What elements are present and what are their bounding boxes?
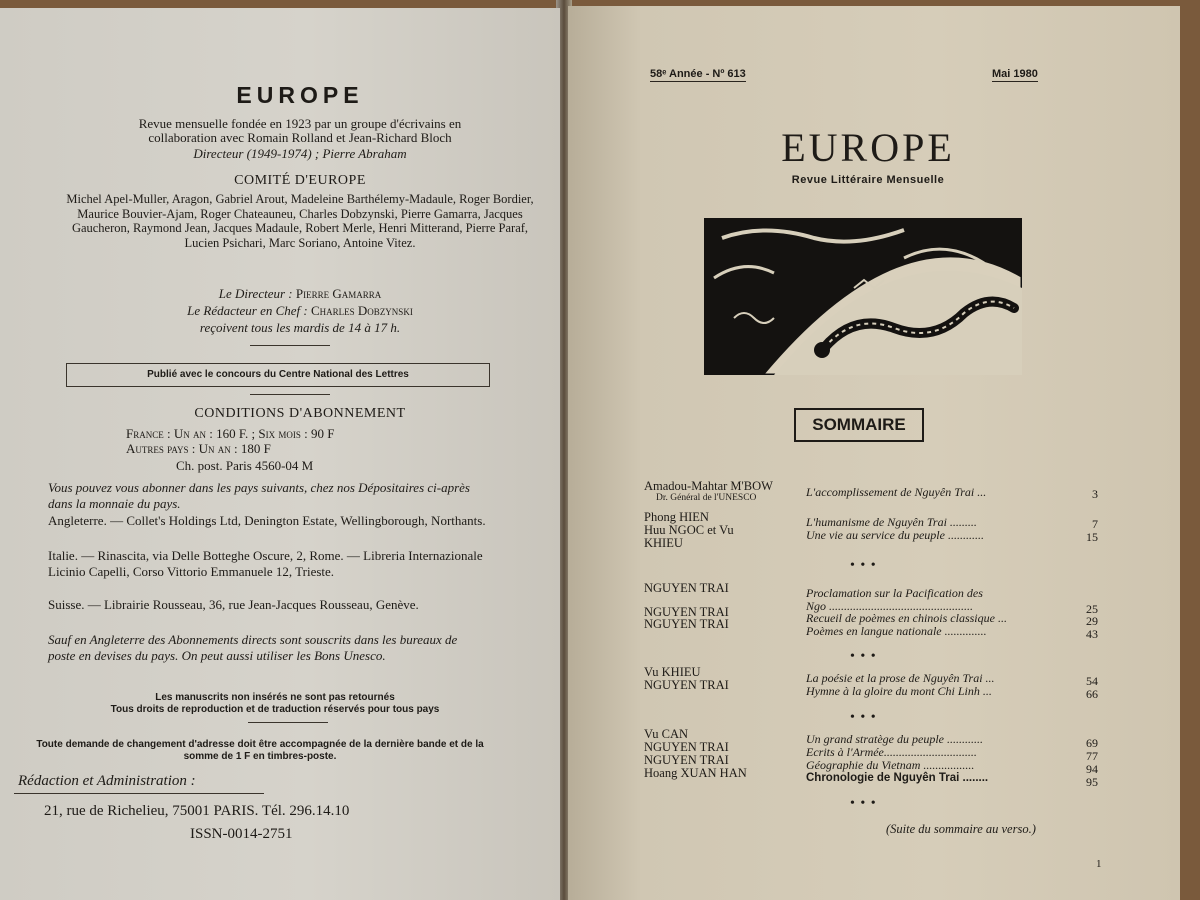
address: 21, rue de Richelieu, 75001 PARIS. Tél. 296.14.10 [44, 803, 350, 819]
left-magazine-title: EUROPE [236, 82, 364, 108]
toc-page: 3 [1092, 487, 1098, 501]
france-rate: France : Un an : 160 F. ; Six mois : 90 F [126, 426, 335, 441]
issue-date: Mai 1980 [992, 68, 1038, 80]
toc-author: NGUYEN TRAI [644, 753, 729, 767]
divider [250, 345, 330, 346]
toc-author: NGUYEN TRAI [644, 740, 729, 754]
continued-note: (Suite du sommaire au verso.) [886, 822, 1036, 836]
committee-members: Michel Apel-Muller, Aragon, Gabriel Arout, Madeleine Barthélemy-Madaule, Roger Bordier, Maurice Bouvier-Ajam, Roger Chateauneu, Charles Dobzynski, Pierre Gamarra, Jacques Gaucheron, Raymond Jean, Jacques Madaule, Robert Merle, Henri Mitterand, Pierre Paraf, Lucien Psichari, Marc Soriano, Antoine Vitez. [66, 192, 534, 250]
section-dots: • • • [850, 710, 877, 725]
reception-hours: reçoivent tous les mardis de 14 à 17 h. [199, 320, 401, 335]
magazine-subtitle: Revue Littéraire Mensuelle [791, 174, 945, 186]
sommaire-heading: SOMMAIRE [794, 408, 924, 442]
directeur-label: Le Directeur : [218, 286, 293, 301]
toc-author: NGUYEN TRAI [644, 605, 729, 619]
toc-title: Géographie du Vietnam ................. [806, 758, 975, 772]
directeur-name: Pierre Gamarra [295, 286, 382, 301]
changement-adresse: Toute demande de changement d'adresse doit être accompagnée de la dernière bande et de la somme de 1 F en timbres-poste. [36, 739, 484, 762]
toc-title: Hymne à la gloire du mont Chi Linh ... [806, 684, 992, 698]
toc-title: Recueil de poèmes en chinois classique ... [806, 611, 1007, 625]
divider [14, 793, 264, 794]
subscribe-intro: Vous pouvez vous abonner dans les pays suivants, chez nos Dépositaires ci-après dans la monnaie du pays. [48, 480, 470, 511]
depositary-suisse: Suisse. — Librairie Rousseau, 36, rue Jean-Jacques Rousseau, Genève. [48, 597, 419, 612]
depositary-angleterre: Angleterre. — Collet's Holdings Ltd, Denington Estate, Wellingborough, Northants. [48, 513, 486, 528]
toc-page: 77 [1086, 749, 1098, 763]
publie-notice-box: Publié avec le concours du Centre National des Lettres [66, 363, 490, 387]
divider [250, 394, 330, 395]
dragon-illustration [704, 218, 1022, 375]
toc-title: Un grand stratège du peuple ............ [806, 732, 983, 746]
toc-page: 7 [1092, 517, 1098, 531]
redaction-label: Rédaction et Administration : [18, 773, 196, 789]
magazine-title: EUROPE [781, 125, 955, 170]
manuscrits-line-1: Les manuscrits non insérés ne sont pas retournés [155, 692, 395, 703]
toc-page: 66 [1086, 687, 1098, 701]
page-number: 1 [1096, 858, 1102, 870]
sauf-notice: Sauf en Angleterre des Abonnements directs sont souscrits dans les bureaux de poste en devises du pays. On peut aussi utiliser les Bons Unesco. [48, 632, 458, 663]
section-dots: • • • [850, 649, 877, 664]
section-dots: • • • [850, 796, 877, 811]
toc-page: 15 [1086, 530, 1098, 544]
directeur-line [110, 286, 490, 302]
toc-author: NGUYEN TRAI [644, 617, 729, 631]
toc-title: Proclamation sur la Pacification des [806, 586, 983, 600]
toc-author: Amadou-Mahtar M'BOW [644, 479, 773, 493]
toc-title: Une vie au service du peuple ............ [806, 528, 984, 542]
redacteur-name: Charles Dobzynski [311, 303, 413, 318]
toc-page: 69 [1086, 736, 1098, 750]
toc-title: L'accomplissement de Nguyên Trai ... [806, 485, 987, 499]
redacteur-line [80, 303, 520, 319]
manuscrits-line-2: Tous droits de reproduction et de traduction réservés pour tous pays [110, 704, 440, 715]
toc-title: L'humanisme de Nguyên Trai ......... [806, 515, 977, 529]
committee-heading: COMITÉ D'EUROPE [234, 173, 366, 188]
toc-page: 29 [1086, 614, 1098, 628]
toc-author-affiliation: Dr. Général de l'UNESCO [656, 493, 757, 503]
toc-page: 54 [1086, 674, 1098, 688]
subscription-heading: CONDITIONS D'ABONNEMENT [194, 406, 406, 421]
toc-title: Ecrits à l'Armée............................... [806, 745, 977, 759]
toc-page: 95 [1086, 775, 1098, 789]
issn: ISSN-0014-2751 [190, 826, 293, 842]
toc-page: 94 [1086, 762, 1098, 776]
redacteur-label: Le Rédacteur en Chef : [187, 303, 308, 318]
right-page [568, 6, 1180, 900]
postal-account: Ch. post. Paris 4560-04 M [176, 458, 314, 473]
toc-title: Chronologie de Nguyên Trai ........ [806, 772, 989, 784]
toc-author: Vu KHIEU [644, 665, 701, 679]
section-dots: • • • [850, 558, 877, 573]
director-history: Directeur (1949-1974) ; Pierre Abraham [193, 146, 407, 161]
toc-author: NGUYEN TRAI [644, 678, 729, 692]
toc-title: Poèmes en langue nationale .............. [806, 624, 987, 638]
intro-line-2: collaboration avec Romain Rolland et Jean-Richard Bloch [148, 130, 452, 145]
left-page [0, 8, 560, 900]
toc-author: Vu CAN [644, 727, 689, 741]
other-countries-rate: Autres pays : Un an : 180 F [126, 441, 271, 456]
toc-title: Ngo ................................................ [806, 599, 974, 613]
intro-line-1: Revue mensuelle fondée en 1923 par un groupe d'écrivains en [138, 116, 462, 131]
toc-page: 43 [1086, 627, 1098, 641]
toc-author: Phong HIEN [644, 510, 709, 524]
toc-page: 25 [1086, 602, 1098, 616]
toc-author: Huu NGOC et Vu KHIEU [644, 523, 734, 550]
issue-number: 58ᵉ Année - Nº 613 [650, 68, 746, 80]
toc-author: NGUYEN TRAI [644, 581, 729, 595]
toc-title: La poésie et la prose de Nguyên Trai ... [806, 671, 995, 685]
toc-author: Hoang XUAN HAN [644, 766, 747, 780]
depositary-italie: Italie. — Rinascita, via Delle Botteghe Oscure, 2, Rome. — Libreria Internazionale Licinio Capelli, Corso Vittorio Emmanuele 12, Trieste. [48, 548, 483, 579]
divider [248, 722, 328, 723]
